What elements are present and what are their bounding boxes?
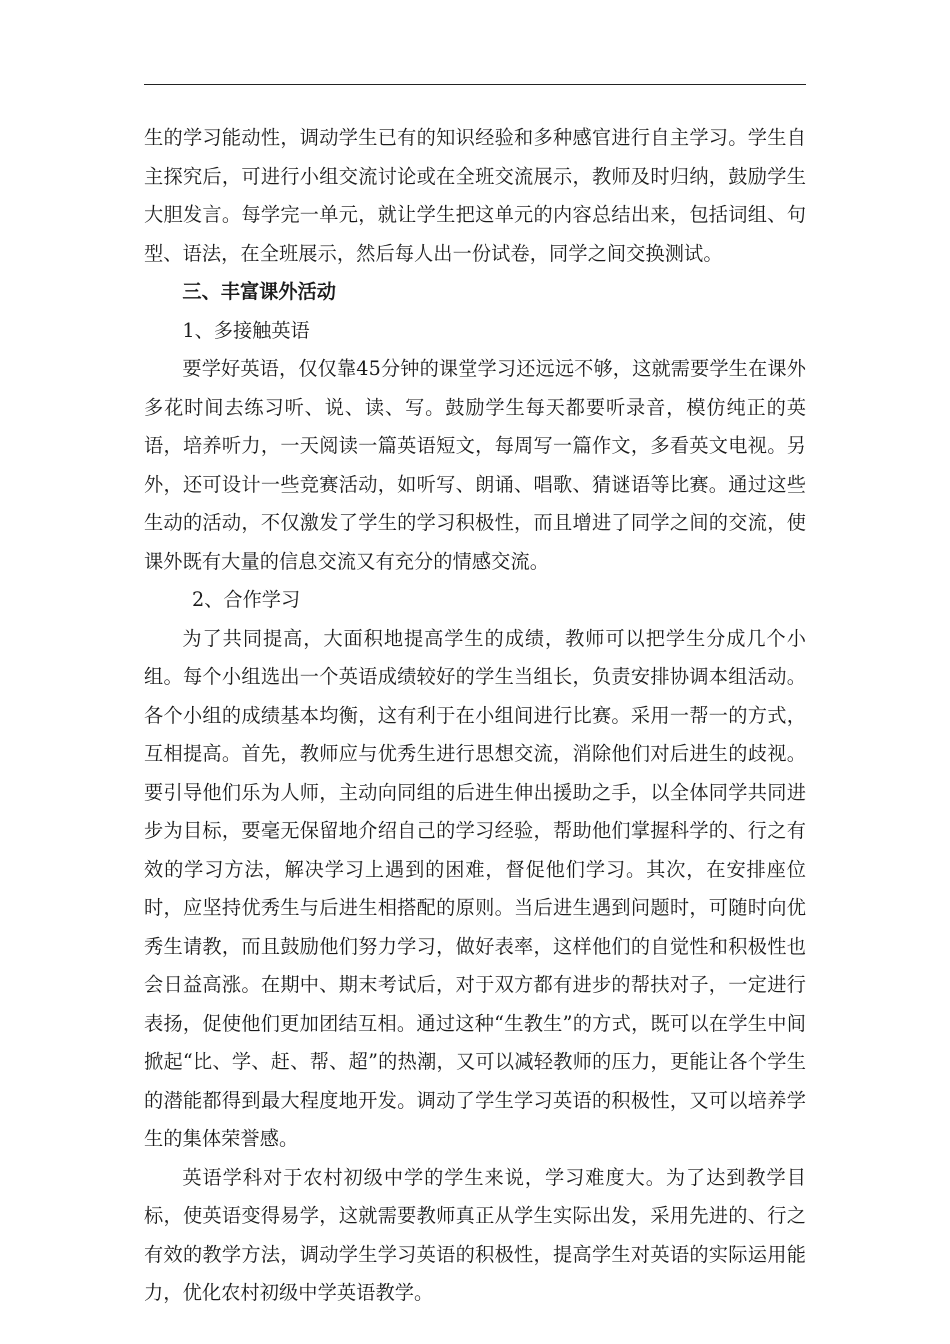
- header-rule: [144, 84, 806, 85]
- paragraph-conclusion: 英语学科对于农村初级中学的学生来说，学习难度大。为了达到教学目标，使英语变得易学，这就需要教师真正从学生实际出发，采用先进的、行之有效的教学方法，调动学生学习英语的积极性，提高学生对英语的实际运用能力，优化农村初级中学英语教学。: [144, 1165, 806, 1304]
- paragraph-english-exposure: 要学好英语，仅仅靠45分钟的课堂学习还远远不够，这就需要学生在课外多花时间去练习听、说、读、写。鼓励学生每天都要听录音，模仿纯正的英语，培养听力，一天阅读一篇英语短文，每周写一篇作文，多看英文电视。另外，还可设计一些竞赛活动，如听写、朗诵、唱歌、猜谜语等比赛。通过这些生动的活动，不仅激发了学生的学习积极性，而且增进了同学之间的交流，使课外既有大量的信息交流又有充分的情感交流。: [144, 357, 806, 573]
- subsection-heading-2: 2、合作学习: [192, 588, 301, 611]
- paragraph-continuation: 生的学习能动性，调动学生已有的知识经验和多种感官进行自主学习。学生自主探究后，可进行小组交流讨论或在全班交流展示，教师及时归纳，鼓励学生大胆发言。每学完一单元，就让学生把这单元的内容总结出来，包括词组、句型、语法，在全班展示，然后每人出一份试卷，同学之间交换测试。: [144, 126, 806, 265]
- paragraph-cooperative-learning: 为了共同提高，大面积地提高学生的成绩，教师可以把学生分成几个小组。每个小组选出一个英语成绩较好的学生当组长，负责安排协调本组活动。各个小组的成绩基本均衡，这有利于在小组间进行比赛。采用一帮一的方式，互相提高。首先，教师应与优秀生进行思想交流，消除他们对后进生的歧视。要引导他们乐为人师，主动向同组的后进生伸出援助之手，以全体同学共同进步为目标，要毫无保留地介绍自己的学习经验，帮助他们掌握科学的、行之有效的学习方法，解决学习上遇到的困难，督促他们学习。其次，在安排座位时，应坚持优秀生与后进生相搭配的原则。当后进生遇到问题时，可随时向优秀生请教，而且鼓励他们努力学习，做好表率，这样他们的自觉性和积极性也会日益高涨。在期中、期末考试后，对于双方都有进步的帮扶对子，一定进行表扬，促使他们更加团结互相。通过这种“生教生”的方式，既可以在学生中间掀起“比、学、赶、帮、超”的热潮，又可以减轻教师的压力，更能让各个学生的潜能都得到最大程度地开发。调动了学生学习英语的积极性，又可以培养学生的集体荣誉感。: [144, 626, 806, 1150]
- document-body: [144, 119, 806, 1313]
- section-heading-3: 三、丰富课外活动: [182, 280, 336, 303]
- subsection-heading-1: 1、多接触英语: [182, 318, 310, 342]
